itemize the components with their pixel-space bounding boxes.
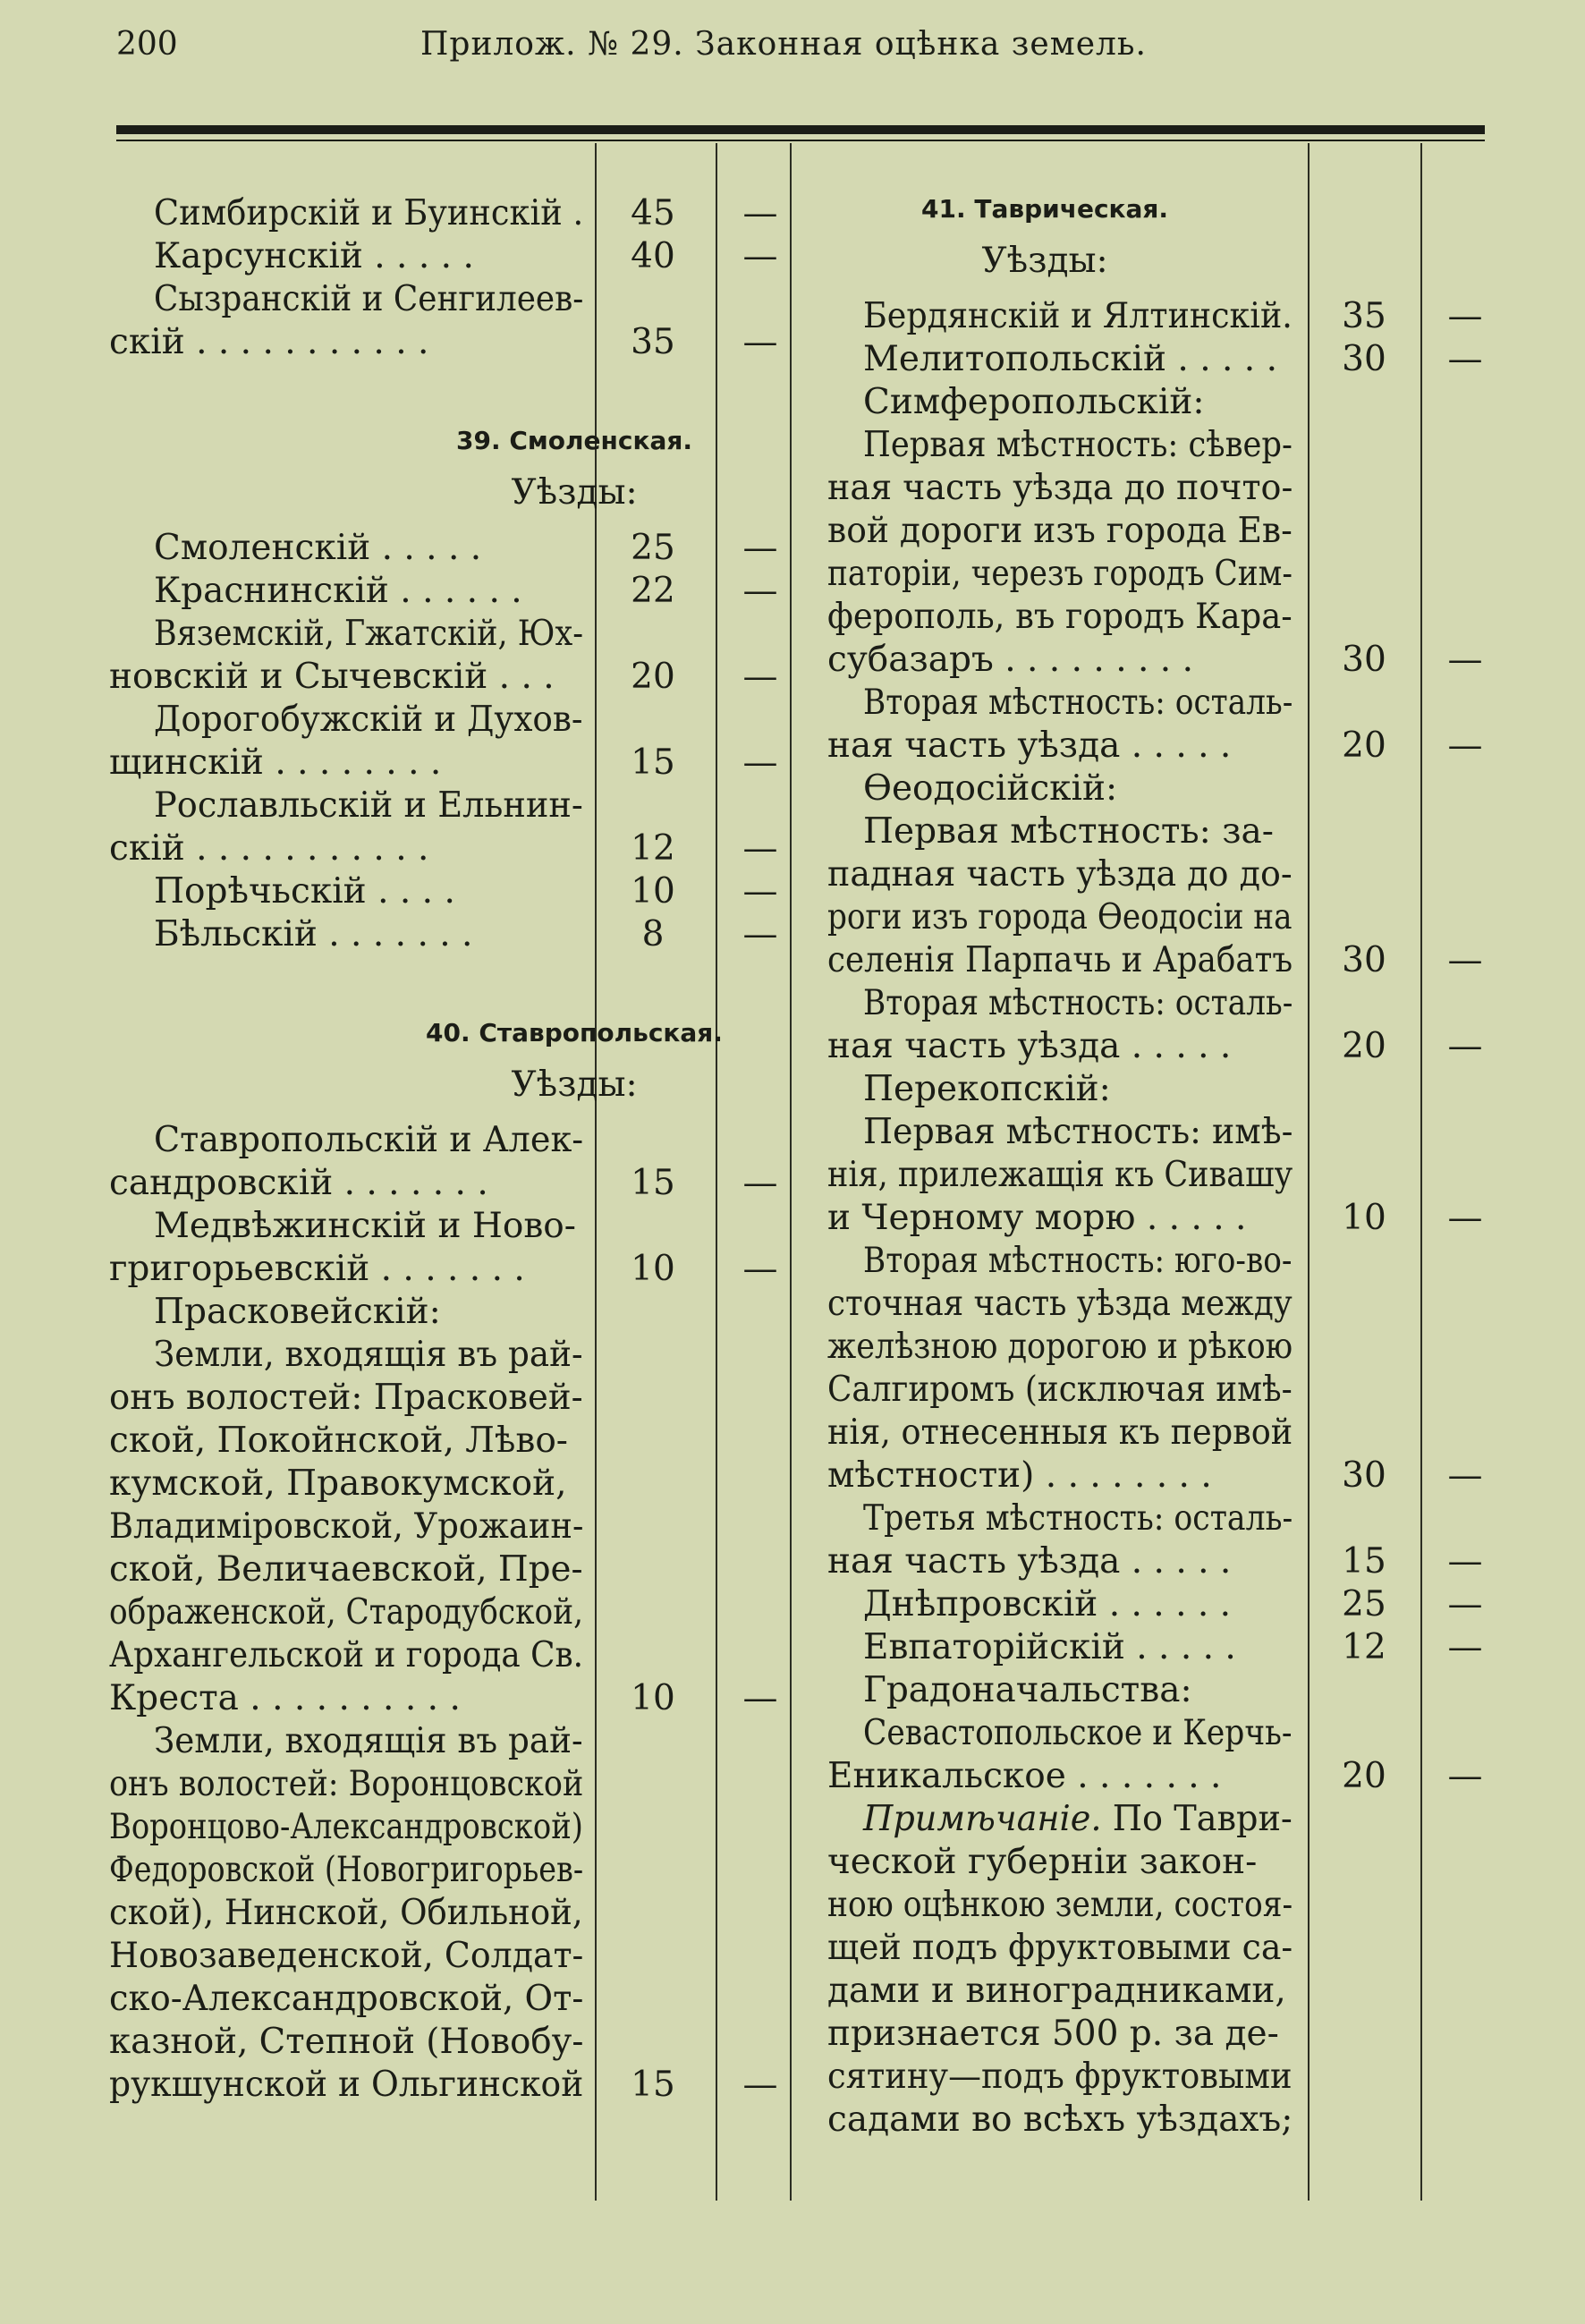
rate-value: 25 bbox=[1342, 1584, 1386, 1624]
district-name: сандровскій . . . . . . . bbox=[109, 1163, 488, 1203]
rate-value: 25 bbox=[631, 528, 675, 568]
section-heading: 41. Таврическая. bbox=[921, 194, 1169, 224]
table-row bbox=[0, 1583, 1585, 1626]
kopeck-dash: — bbox=[742, 236, 778, 276]
district-name: Прасковейскій: bbox=[154, 1292, 441, 1332]
district-name: Сызранскій и Сенгилеев- bbox=[154, 279, 584, 319]
district-name: желѣзною дорогою и рѣкою bbox=[827, 1327, 1293, 1367]
district-name: Вторая мѣстность: осталь- bbox=[863, 683, 1293, 723]
kopeck-dash: — bbox=[1447, 1198, 1483, 1238]
subsection-label: Уѣзды: bbox=[981, 241, 1108, 281]
district-name: Федоровской (Новогригорьев- bbox=[109, 1850, 584, 1890]
rate-value: 12 bbox=[631, 828, 675, 869]
rate-value: 10 bbox=[631, 1678, 675, 1718]
district-name: ской, Величаевской, Пре- bbox=[109, 1549, 583, 1590]
district-name: падная часть уѣзда до до- bbox=[827, 854, 1293, 895]
note-lead: Примѣчаніе. bbox=[863, 1799, 1102, 1839]
kopeck-dash: — bbox=[742, 571, 778, 611]
table-row bbox=[0, 192, 1585, 235]
district-name: кумской, Правокумской, bbox=[109, 1463, 567, 1504]
kopeck-dash: — bbox=[1447, 1756, 1483, 1796]
header-rule-thick bbox=[116, 125, 1485, 134]
kopeck-dash: — bbox=[742, 828, 778, 869]
note-text bbox=[863, 1798, 1293, 1841]
kopeck-dash: — bbox=[742, 1678, 778, 1718]
kopeck-dash: — bbox=[742, 2065, 778, 2105]
page-header bbox=[0, 0, 1585, 81]
rate-value: 30 bbox=[1342, 1455, 1386, 1496]
district-name: Симбирскій и Буинскій . bbox=[154, 193, 584, 233]
rate-value: 15 bbox=[631, 2065, 675, 2105]
table-row bbox=[0, 682, 1585, 725]
header-rule-thin bbox=[116, 140, 1485, 141]
table-row bbox=[0, 295, 1585, 338]
table-row bbox=[0, 1068, 1585, 1111]
rate-value: 15 bbox=[631, 742, 675, 783]
district-name: сточная часть уѣзда между bbox=[827, 1284, 1293, 1324]
district-name: Днѣпровскій . . . . . . bbox=[863, 1584, 1232, 1624]
table-row bbox=[0, 510, 1585, 553]
section-heading: 40. Ставропольская. bbox=[426, 1018, 723, 1047]
district-name: ской, Покойнской, Лѣво- bbox=[109, 1421, 568, 1461]
district-name: мѣстности) . . . . . . . . bbox=[827, 1455, 1212, 1496]
rate-value: 30 bbox=[1342, 940, 1386, 980]
kopeck-dash: — bbox=[742, 322, 778, 362]
page-number: 200 bbox=[116, 26, 178, 63]
table-row bbox=[0, 939, 1585, 982]
district-name: Өеодосійскій: bbox=[863, 768, 1118, 809]
district-name: Креста . . . . . . . . . . bbox=[109, 1678, 461, 1718]
district-name: Градоначальства: bbox=[863, 1670, 1192, 1710]
district-name: Первая мѣстность: сѣвер- bbox=[863, 425, 1293, 465]
kopeck-dash: — bbox=[1447, 1026, 1483, 1066]
table-row bbox=[0, 467, 1585, 510]
district-name: признается 500 р. за де- bbox=[827, 2014, 1279, 2054]
table-row bbox=[0, 1927, 1585, 1970]
district-name: Первая мѣстность: имѣ- bbox=[863, 1112, 1293, 1152]
district-name: ображенской, Стародубской, bbox=[109, 1592, 583, 1633]
table-row bbox=[0, 853, 1585, 896]
district-name: сятину—подъ фруктовыми bbox=[827, 2057, 1293, 2097]
district-name: ской), Нинской, Обильной, bbox=[109, 1893, 583, 1933]
table-row bbox=[0, 1755, 1585, 1798]
kopeck-dash: — bbox=[1447, 640, 1483, 680]
rate-value: 10 bbox=[1342, 1198, 1386, 1238]
district-name: нія, отнесенныя къ первой bbox=[827, 1412, 1293, 1453]
table-row bbox=[0, 1326, 1585, 1369]
district-name: скій . . . . . . . . . . . bbox=[109, 828, 429, 869]
district-name: онъ волостей: Прасковей- bbox=[109, 1378, 583, 1418]
district-name: Вторая мѣстность: юго-во- bbox=[863, 1241, 1293, 1281]
table-row bbox=[0, 1669, 1585, 1712]
district-name: Еникальское . . . . . . . bbox=[827, 1756, 1222, 1796]
table-row bbox=[0, 553, 1585, 596]
district-name: Краснинскій . . . . . . bbox=[154, 571, 522, 611]
district-name: новскій и Сычевскій . . . bbox=[109, 657, 555, 697]
rate-value: 15 bbox=[1342, 1541, 1386, 1582]
table-row bbox=[0, 2056, 1585, 2099]
district-name: ная часть уѣзда . . . . . bbox=[827, 1026, 1232, 1066]
rate-value: 20 bbox=[631, 657, 675, 697]
district-name: селенія Парпачь и Арабатъ bbox=[827, 940, 1293, 980]
subsection-label: Уѣзды: bbox=[511, 1064, 638, 1105]
table-row bbox=[0, 1412, 1585, 1455]
table-row bbox=[0, 1240, 1585, 1283]
kopeck-dash: — bbox=[742, 528, 778, 568]
district-name: казной, Степной (Новобу- bbox=[109, 2022, 584, 2062]
kopeck-dash: — bbox=[1447, 725, 1483, 766]
district-name: Третья мѣстность: осталь- bbox=[863, 1498, 1293, 1539]
table-row bbox=[0, 1841, 1585, 1884]
district-name: рукшунской и Ольгинской bbox=[109, 2065, 584, 2105]
district-name: Земли, входящія въ рай- bbox=[154, 1721, 583, 1761]
table-row bbox=[0, 1540, 1585, 1583]
table-row bbox=[0, 810, 1585, 853]
table-row bbox=[0, 1712, 1585, 1755]
table-row bbox=[0, 768, 1585, 810]
district-name: нія, прилежащія къ Сивашу bbox=[827, 1155, 1293, 1195]
district-name: Вяземскій, Гжатскій, Юх- bbox=[154, 614, 584, 654]
table-row bbox=[0, 639, 1585, 682]
rate-value: 35 bbox=[631, 322, 675, 362]
district-name: Воронцово-Александровской) bbox=[109, 1807, 583, 1847]
kopeck-dash: — bbox=[742, 1163, 778, 1203]
kopeck-dash: — bbox=[1447, 1627, 1483, 1667]
kopeck-dash: — bbox=[1447, 1584, 1483, 1624]
district-name: ною оцѣнкою земли, состоя- bbox=[827, 1885, 1293, 1925]
rate-value: 20 bbox=[1342, 1756, 1386, 1796]
table-row bbox=[0, 1283, 1585, 1326]
table-row bbox=[0, 1025, 1585, 1068]
district-name: Земли, входящія въ рай- bbox=[154, 1335, 583, 1375]
district-name: Севастопольское и Керчь- bbox=[863, 1713, 1293, 1753]
kopeck-dash: — bbox=[742, 193, 778, 233]
district-name: Вторая мѣстность: осталь- bbox=[863, 983, 1293, 1023]
district-name: ная часть уѣзда . . . . . bbox=[827, 725, 1232, 766]
rate-value: 15 bbox=[631, 1163, 675, 1203]
district-name: Мелитопольскій . . . . . bbox=[863, 339, 1277, 379]
rate-value: 8 bbox=[641, 914, 665, 954]
table-row bbox=[0, 896, 1585, 939]
district-name: Первая мѣстность: за- bbox=[863, 811, 1274, 852]
district-name: Бердянскій и Ялтинскій. bbox=[863, 296, 1293, 336]
district-name: Дорогобужскій и Духов- bbox=[154, 700, 583, 740]
note-text-rest: По Таври- bbox=[1101, 1799, 1293, 1839]
rate-value: 40 bbox=[631, 236, 675, 276]
kopeck-dash: — bbox=[742, 914, 778, 954]
rate-value: 22 bbox=[631, 571, 675, 611]
table-row bbox=[0, 1197, 1585, 1240]
kopeck-dash: — bbox=[1447, 296, 1483, 336]
district-name: Ставропольскій и Алек- bbox=[154, 1120, 584, 1160]
rate-value: 30 bbox=[1342, 339, 1386, 379]
rate-value: 30 bbox=[1342, 640, 1386, 680]
district-name: онъ волостей: Воронцовской bbox=[109, 1764, 584, 1804]
district-name: Бѣльскій . . . . . . . bbox=[154, 914, 473, 954]
district-name: ферополь, въ городъ Кара- bbox=[827, 597, 1293, 637]
district-name: дами и виноградниками, bbox=[827, 1971, 1286, 2011]
district-name: Владиміровской, Урожаин- bbox=[109, 1506, 584, 1547]
kopeck-dash: — bbox=[1447, 339, 1483, 379]
district-name: щей подъ фруктовыми са- bbox=[827, 1928, 1293, 1968]
table-row bbox=[0, 381, 1585, 424]
table-row bbox=[0, 1154, 1585, 1197]
district-name: и Черному морю . . . . . bbox=[827, 1198, 1247, 1238]
kopeck-dash: — bbox=[1447, 940, 1483, 980]
rate-value: 10 bbox=[631, 871, 675, 912]
district-name: Салгиромъ (исключая имѣ- bbox=[827, 1370, 1293, 1410]
rate-value: 35 bbox=[1342, 296, 1386, 336]
table-row bbox=[0, 596, 1585, 639]
table-row bbox=[0, 1455, 1585, 1497]
district-name: роги изъ города Өеодосіи на bbox=[827, 897, 1293, 937]
table-row bbox=[0, 1970, 1585, 2013]
table-row bbox=[0, 1111, 1585, 1154]
rate-value: 10 bbox=[631, 1249, 675, 1289]
table-row bbox=[0, 1369, 1585, 1412]
kopeck-dash: — bbox=[742, 871, 778, 912]
district-name: Рославльскій и Ельнин- bbox=[154, 785, 583, 826]
district-name: ческой губерніи закон- bbox=[827, 1842, 1258, 1882]
table-row bbox=[0, 982, 1585, 1025]
table-row bbox=[0, 725, 1585, 768]
district-name: Карсунскій . . . . . bbox=[154, 236, 474, 276]
kopeck-dash: — bbox=[742, 1249, 778, 1289]
note-line bbox=[0, 1798, 1585, 1841]
district-name: садами во всѣхъ уѣздахъ; bbox=[827, 2099, 1293, 2140]
district-name: Медвѣжинскій и Ново- bbox=[154, 1206, 576, 1246]
district-name: щинскій . . . . . . . . bbox=[109, 742, 442, 783]
rate-value: 12 bbox=[1342, 1627, 1386, 1667]
district-name: Новозаведенской, Солдат- bbox=[109, 1936, 584, 1976]
district-name: вой дороги изъ города Ев- bbox=[827, 511, 1293, 551]
rate-value: 20 bbox=[1342, 725, 1386, 766]
kopeck-dash: — bbox=[742, 742, 778, 783]
table-row bbox=[0, 2013, 1585, 2056]
district-name: ско-Александровской, От- bbox=[109, 1979, 584, 2019]
table-row bbox=[0, 338, 1585, 381]
table-row bbox=[0, 424, 1585, 467]
district-name: Смоленскій . . . . . bbox=[154, 528, 482, 568]
district-name: ная часть уѣзда до почто- bbox=[827, 468, 1293, 508]
table-row bbox=[0, 1497, 1585, 1540]
table-row bbox=[0, 235, 1585, 278]
district-name: паторіи, черезъ городъ Сим- bbox=[827, 554, 1293, 594]
district-name: ная часть уѣзда . . . . . bbox=[827, 1541, 1232, 1582]
table-row bbox=[0, 2099, 1585, 2142]
district-name: скій . . . . . . . . . . . bbox=[109, 322, 429, 362]
kopeck-dash: — bbox=[742, 657, 778, 697]
running-title: Прилож. № 29. Законная оцѣнка земель. bbox=[420, 26, 1147, 63]
kopeck-dash: — bbox=[1447, 1455, 1483, 1496]
rate-value: 20 bbox=[1342, 1026, 1386, 1066]
district-name: Перекопскій: bbox=[863, 1069, 1111, 1109]
table-row bbox=[0, 1626, 1585, 1669]
district-name: григорьевскій . . . . . . . bbox=[109, 1249, 525, 1289]
district-name: Евпаторійскій . . . . . bbox=[863, 1627, 1236, 1667]
section-heading: 39. Смоленская. bbox=[456, 426, 692, 455]
district-name: Архангельской и города Св. bbox=[109, 1635, 583, 1675]
table-row bbox=[0, 1884, 1585, 1927]
district-name: Симферопольскій: bbox=[863, 382, 1205, 422]
district-name: субазаръ . . . . . . . . . bbox=[827, 640, 1193, 680]
subsection-label: Уѣзды: bbox=[511, 472, 638, 513]
kopeck-dash: — bbox=[1447, 1541, 1483, 1582]
rate-value: 45 bbox=[631, 193, 675, 233]
district-name: Порѣчьскій . . . . bbox=[154, 871, 455, 912]
